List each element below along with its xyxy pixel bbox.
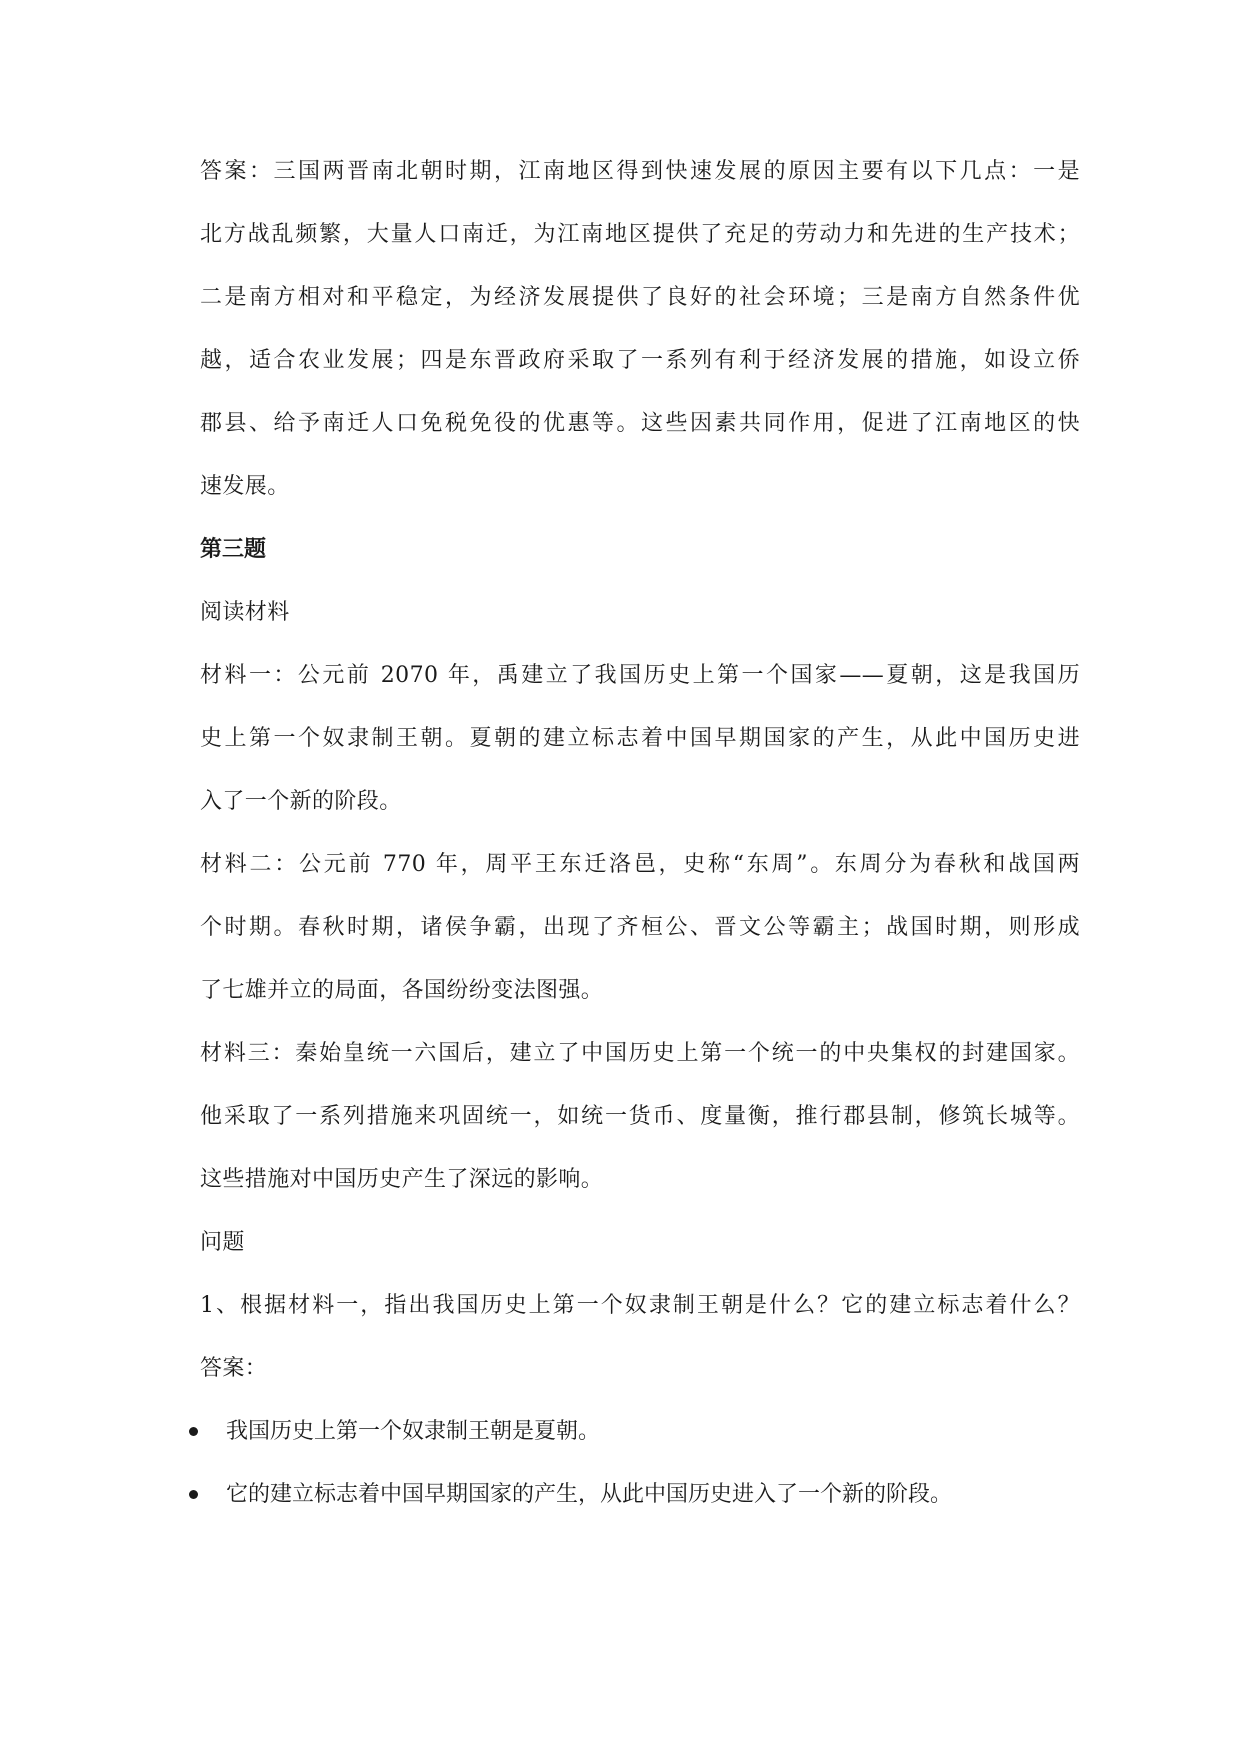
paragraph-line: 郡县、给予南迁人口免税免役的优惠等。这些因素共同作用，促进了江南地区的快 — [200, 411, 1080, 436]
question-one — [200, 1274, 1080, 1337]
paragraph-line: 史上第一个奴隶制王朝。夏朝的建立标志着中国早期国家的产生，从此中国历史进 — [200, 726, 1080, 751]
paragraph-line: 北方战乱频繁，大量人口南迁，为江南地区提供了充足的劳动力和先进的生产技术； — [200, 222, 1080, 247]
question-label: 问题 — [200, 1230, 245, 1255]
material-three-paragraph — [200, 1022, 1080, 1211]
bullet-icon — [189, 1427, 198, 1436]
section-title: 第三题 — [200, 536, 267, 562]
paragraph-line: 他采取了一系列措施来巩固统一，如统一货币、度量衡，推行郡县制，修筑长城等。 — [200, 1104, 1080, 1129]
paragraph-line: 材料一：公元前 2070 年，禹建立了我国历史上第一个国家——夏朝，这是我国历 — [200, 663, 1080, 688]
bullet-text: 我国历史上第一个奴隶制王朝是夏朝。 — [226, 1419, 601, 1444]
paragraph-line: 答案：三国两晋南北朝时期，江南地区得到快速发展的原因主要有以下几点：一是 — [200, 159, 1080, 184]
answer-label: 答案： — [200, 1356, 268, 1381]
paragraph-line: 这些措施对中国历史产生了深远的影响。 — [200, 1167, 604, 1192]
material-two-paragraph — [200, 833, 1080, 1022]
document-page — [200, 140, 1080, 1526]
paragraph-line: 材料二：公元前 770 年，周平王东迁洛邑，史称“东周”。东周分为春秋和战国两 — [200, 852, 1080, 877]
list-item — [200, 1400, 1080, 1463]
bullet-icon — [189, 1490, 198, 1499]
paragraph-line: 二是南方相对和平稳定，为经济发展提供了良好的社会环境；三是南方自然条件优 — [200, 285, 1080, 310]
previous-answer-paragraph — [200, 140, 1080, 518]
paragraph-line: 速发展。 — [200, 474, 290, 499]
answer-bullet-list — [200, 1400, 1080, 1526]
paragraph-line: 了七雄并立的局面，各国纷纷变法图强。 — [200, 978, 604, 1003]
reading-material-label: 阅读材料 — [200, 600, 290, 625]
paragraph-line: 入了一个新的阶段。 — [200, 789, 402, 814]
bullet-text: 它的建立标志着中国早期国家的产生，从此中国历史进入了一个新的阶段。 — [226, 1482, 953, 1507]
paragraph-line: 材料三：秦始皇统一六国后，建立了中国历史上第一个统一的中央集权的封建国家。 — [200, 1041, 1080, 1066]
paragraph-line: 个时期。春秋时期，诸侯争霸，出现了齐桓公、晋文公等霸主；战国时期，则形成 — [200, 915, 1080, 940]
question-text: 1、根据材料一，指出我国历史上第一个奴隶制王朝是什么？它的建立标志着什么？ — [200, 1293, 1080, 1318]
paragraph-line: 越，适合农业发展；四是东晋政府采取了一系列有利于经济发展的措施，如设立侨 — [200, 348, 1080, 373]
material-one-paragraph — [200, 644, 1080, 833]
list-item — [200, 1463, 1080, 1526]
